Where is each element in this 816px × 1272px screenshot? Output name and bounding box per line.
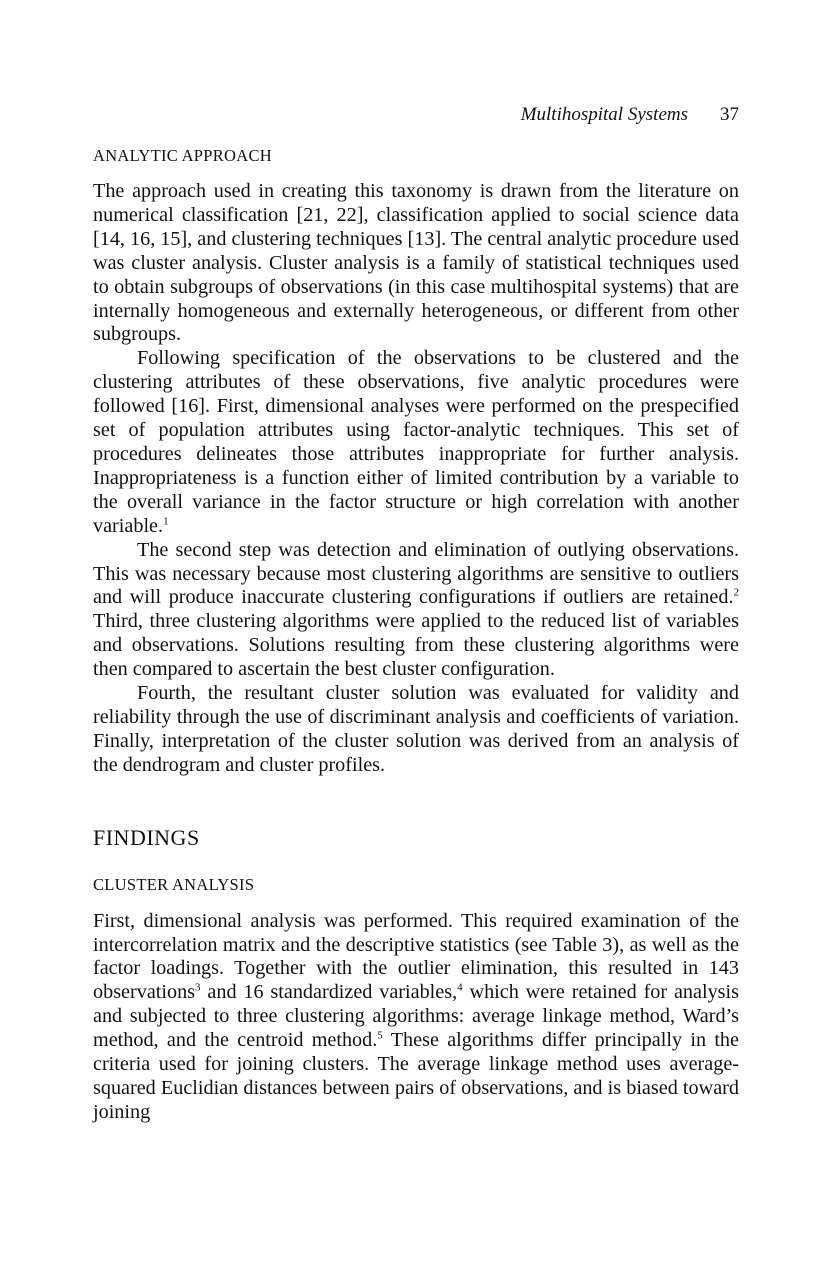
page-number: 37 (720, 104, 739, 125)
paragraph-text: Following specification of the observations to be clustered and the clustering attributes of these observations, five analytic procedures were followed [16]. First, dimensional analyses were performed on the prespecified set of population attributes using factor-analytic techniques. This set of procedures delineates those attributes inappropriate for further analysis. Inappropriateness is a function either of limited contribution by a variable to the overall variance in the factor structure or high correlation with another variable. (93, 347, 739, 537)
journal-page (93, 100, 739, 1125)
findings-heading: FINDINGS (93, 824, 200, 850)
footnote-marker-4: 4 (457, 981, 463, 994)
footnote-marker-3: 3 (195, 981, 201, 994)
findings-paragraph-1 (93, 910, 739, 1125)
paragraph-text: First, dimensional analysis was performed. This required examination of the intercorrelation matrix and the descriptive statistics (see Table 3), as well as the factor loadings. Together with the outlier elimination, this resulted in 143 observations (93, 909, 739, 1004)
paragraph-text: These algorithms differ principally in the criteria used for joining clusters. The average linkage method uses average-squared Euclidian distances between pairs of observations, and is biased toward joining (93, 1029, 739, 1123)
analytic-approach-paragraph-4: Fourth, the resultant cluster solution was evaluated for validity and reliability through the use of discriminant analysis and coefficients of variation. Finally, interpretation of the cluster solution was derived from an analysis of the dendrogram and cluster profiles. (93, 682, 739, 776)
analytic-approach-paragraph-1: The approach used in creating this taxonomy is drawn from the literature on numerical classification [21, 22], classification applied to social science data [14, 16, 15], and clustering techniques [13]. The central analytic procedure used was cluster analysis. Cluster analysis is a family of statistical techniques used to obtain subgroups of observations (in this case multihospital systems) that are internally homogeneous and externally heterogeneous, or different from other subgroups. (93, 180, 739, 346)
footnote-marker-1: 1 (163, 514, 169, 527)
paragraph-text: which were retained for analysis and subjected to three clustering algorithms: average linkage method, Ward’s method, and the centroid method. (93, 981, 739, 1052)
analytic-approach-paragraph-3 (93, 539, 739, 682)
running-title: Multihospital Systems (520, 104, 688, 125)
footnote-marker-2: 2 (733, 586, 739, 599)
analytic-approach-paragraph-2 (93, 347, 739, 538)
running-header (93, 100, 739, 130)
analytic-approach-heading: ANALYTIC APPROACH (93, 146, 273, 165)
paragraph-text: and 16 standardized variables, (200, 981, 458, 1004)
footnote-marker-5: 5 (377, 1029, 383, 1042)
cluster-analysis-heading: CLUSTER ANALYSIS (93, 874, 255, 894)
paragraph-text: The second step was detection and elimination of outlying observations. This was necessary because most clustering algorithms are sensitive to outliers and will produce inaccurate clustering configurations if outliers are retained. (93, 538, 739, 609)
paragraph-text: Third, three clustering algorithms were applied to the reduced list of variables and observations. Solutions resulting from these clustering algorithms were then compared to ascertain the best cluster configuration. (93, 610, 739, 681)
